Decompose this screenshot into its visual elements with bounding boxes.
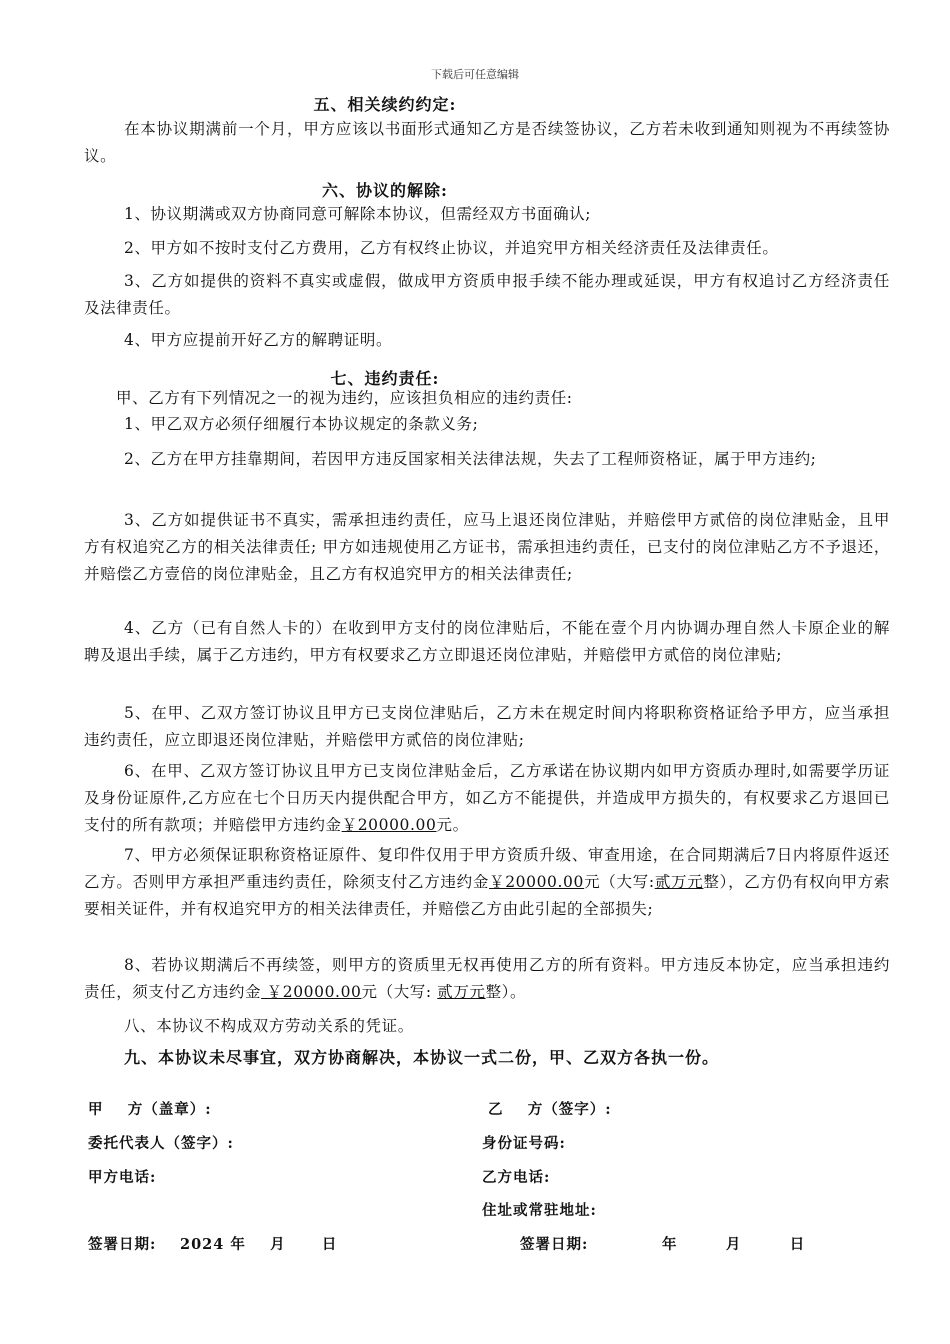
section-6-item-4: 4、甲方应提前开好乙方的解聘证明。 [124,331,393,349]
header-note: 下载后可任意编辑 [431,68,519,81]
section-7-item-8 [84,952,890,1006]
section-5-paragraph: 在本协议期满前一个月，甲方应该以书面形式通知乙方是否续签协议，乙方若未收到通知则视为不再续签协议。 [84,120,890,165]
section-6-title: 六、协议的解除: [322,181,448,200]
section-9: 九、本协议未尽事宜，双方协商解决，本协议一式二份，甲、乙双方各执一份。 [124,1048,720,1067]
item-6-tail: 元。 [436,816,469,834]
section-5-title: 五、相关续约约定: [313,95,457,114]
party-a-seal-label: 甲 方（盖章）: [88,1101,212,1118]
section-6-item-2: 2、甲方如不按时支付乙方费用，乙方有权终止协议，并追究甲方相关经济责任及法律责任。 [124,239,779,257]
item-8-text-b: 元（大写: [361,983,438,1001]
party-a-date-value: 2024 年 月 日 [180,1236,338,1253]
item-7-amount-words: 贰万元 [654,873,704,891]
item-7-text-b: 元（大写: [583,873,655,891]
section-7-item-5: 5、在甲、乙双方签订协议且甲方已支岗位津贴后，乙方未在规定时间内将职称资格证给予甲方，应当承担违约责任，应立即退还岗位津贴，并赔偿甲方贰倍的岗位津贴; [84,704,890,749]
section-7-item-2: 2、乙方在甲方挂靠期间，若因甲方违反国家相关法律法规，失去了工程师资格证，属于甲方违约; [124,450,817,468]
item-8-text-c: 整）。 [485,983,527,1001]
item-7-text-c: 整），乙方仍有权向甲方索要相关证件，并有权追究甲方的相关法律责任，并赔偿乙方由此引起的全部损失; [84,873,890,918]
section-6-item-1: 1、协议期满或双方协商同意可解除本协议，但需经双方书面确认; [124,205,592,223]
item-8-amount-words: 贰万元 [437,983,486,1001]
item-8-amount: ￥20000.00 [261,983,362,1001]
party-b-date-label: 签署日期: [520,1236,589,1253]
section-7-item-1: 1、甲乙双方必须仔细履行本协议规定的条款义务; [124,415,479,433]
item-7-text-a: 7、甲方必须保证职称资格证原件、复印件仅用于甲方资质升级、审查用途，在合同期满后7日内将原件返还乙方。否则甲方承担严重违约责任，除须支付乙方违约金 [84,846,890,891]
item-6-amount: ￥20000.00 [341,816,437,834]
item-8-text-a: 8、若协议期满后不再续签，则甲方的资质里无权再使用乙方的所有资料。甲方违反本协定，应当承担违约责任，须支付乙方违约金 [84,956,890,1001]
party-b-phone-label: 乙方电话: [482,1169,551,1186]
section-7-item-4: 4、乙方（已有自然人卡的）在收到甲方支付的岗位津贴后，不能在壹个月内协调办理自然人卡原企业的解聘及退出手续，属于乙方违约，甲方有权要求乙方立即退还岗位津贴，并赔偿甲方贰倍的岗位津贴; [84,619,890,664]
item-7-amount: ￥20000.00 [489,873,584,891]
section-7-item-7 [84,842,890,923]
party-a-date-label: 签署日期: [88,1236,157,1253]
party-a-phone-label: 甲方电话: [88,1169,157,1186]
section-7-item-3: 3、乙方如提供证书不真实，需承担违约责任，应马上退还岗位津贴，并赔偿甲方贰倍的岗位津贴金，且甲方有权追究乙方的相关法律责任; 甲方如违规使用乙方证书，需承担违约责任，已支付的岗位津贴乙方不予退还，并赔偿乙方壹倍的岗位津贴金，且乙方有权追究甲方的相关法律责任; [84,511,890,583]
section-7-title: 七、违约责任: [330,369,440,388]
section-6-item-3: 3、乙方如提供的资料不真实或虚假，做成甲方资质申报手续不能办理或延误，甲方有权追讨乙方经济责任及法律责任。 [84,272,890,317]
section-7-intro: 甲、乙方有下列情况之一的视为违约，应该担负相应的违约责任: [116,389,573,407]
address-label: 住址或常驻地址: [482,1202,597,1219]
agent-sign-label: 委托代表人（签字）: [88,1135,234,1152]
item-6-text: 6、在甲、乙双方签订协议且甲方已支岗位津贴金后，乙方承诺在协议期内如甲方资质办理时,如需要学历证及身份证原件,乙方应在七个日历天内提供配合甲方，如乙方不能提供，并造成甲方损失的，有权要求乙方退回已支付的所有款项；并赔偿甲方违约金 [84,762,890,834]
section-8: 八、本协议不构成双方劳动关系的凭证。 [124,1017,414,1035]
id-number-label: 身份证号码: [482,1135,566,1152]
party-b-sign-label: 乙 方（签字）: [488,1101,612,1118]
section-7-item-6 [84,758,890,839]
party-b-date-value: 年 月 日 [662,1236,806,1253]
